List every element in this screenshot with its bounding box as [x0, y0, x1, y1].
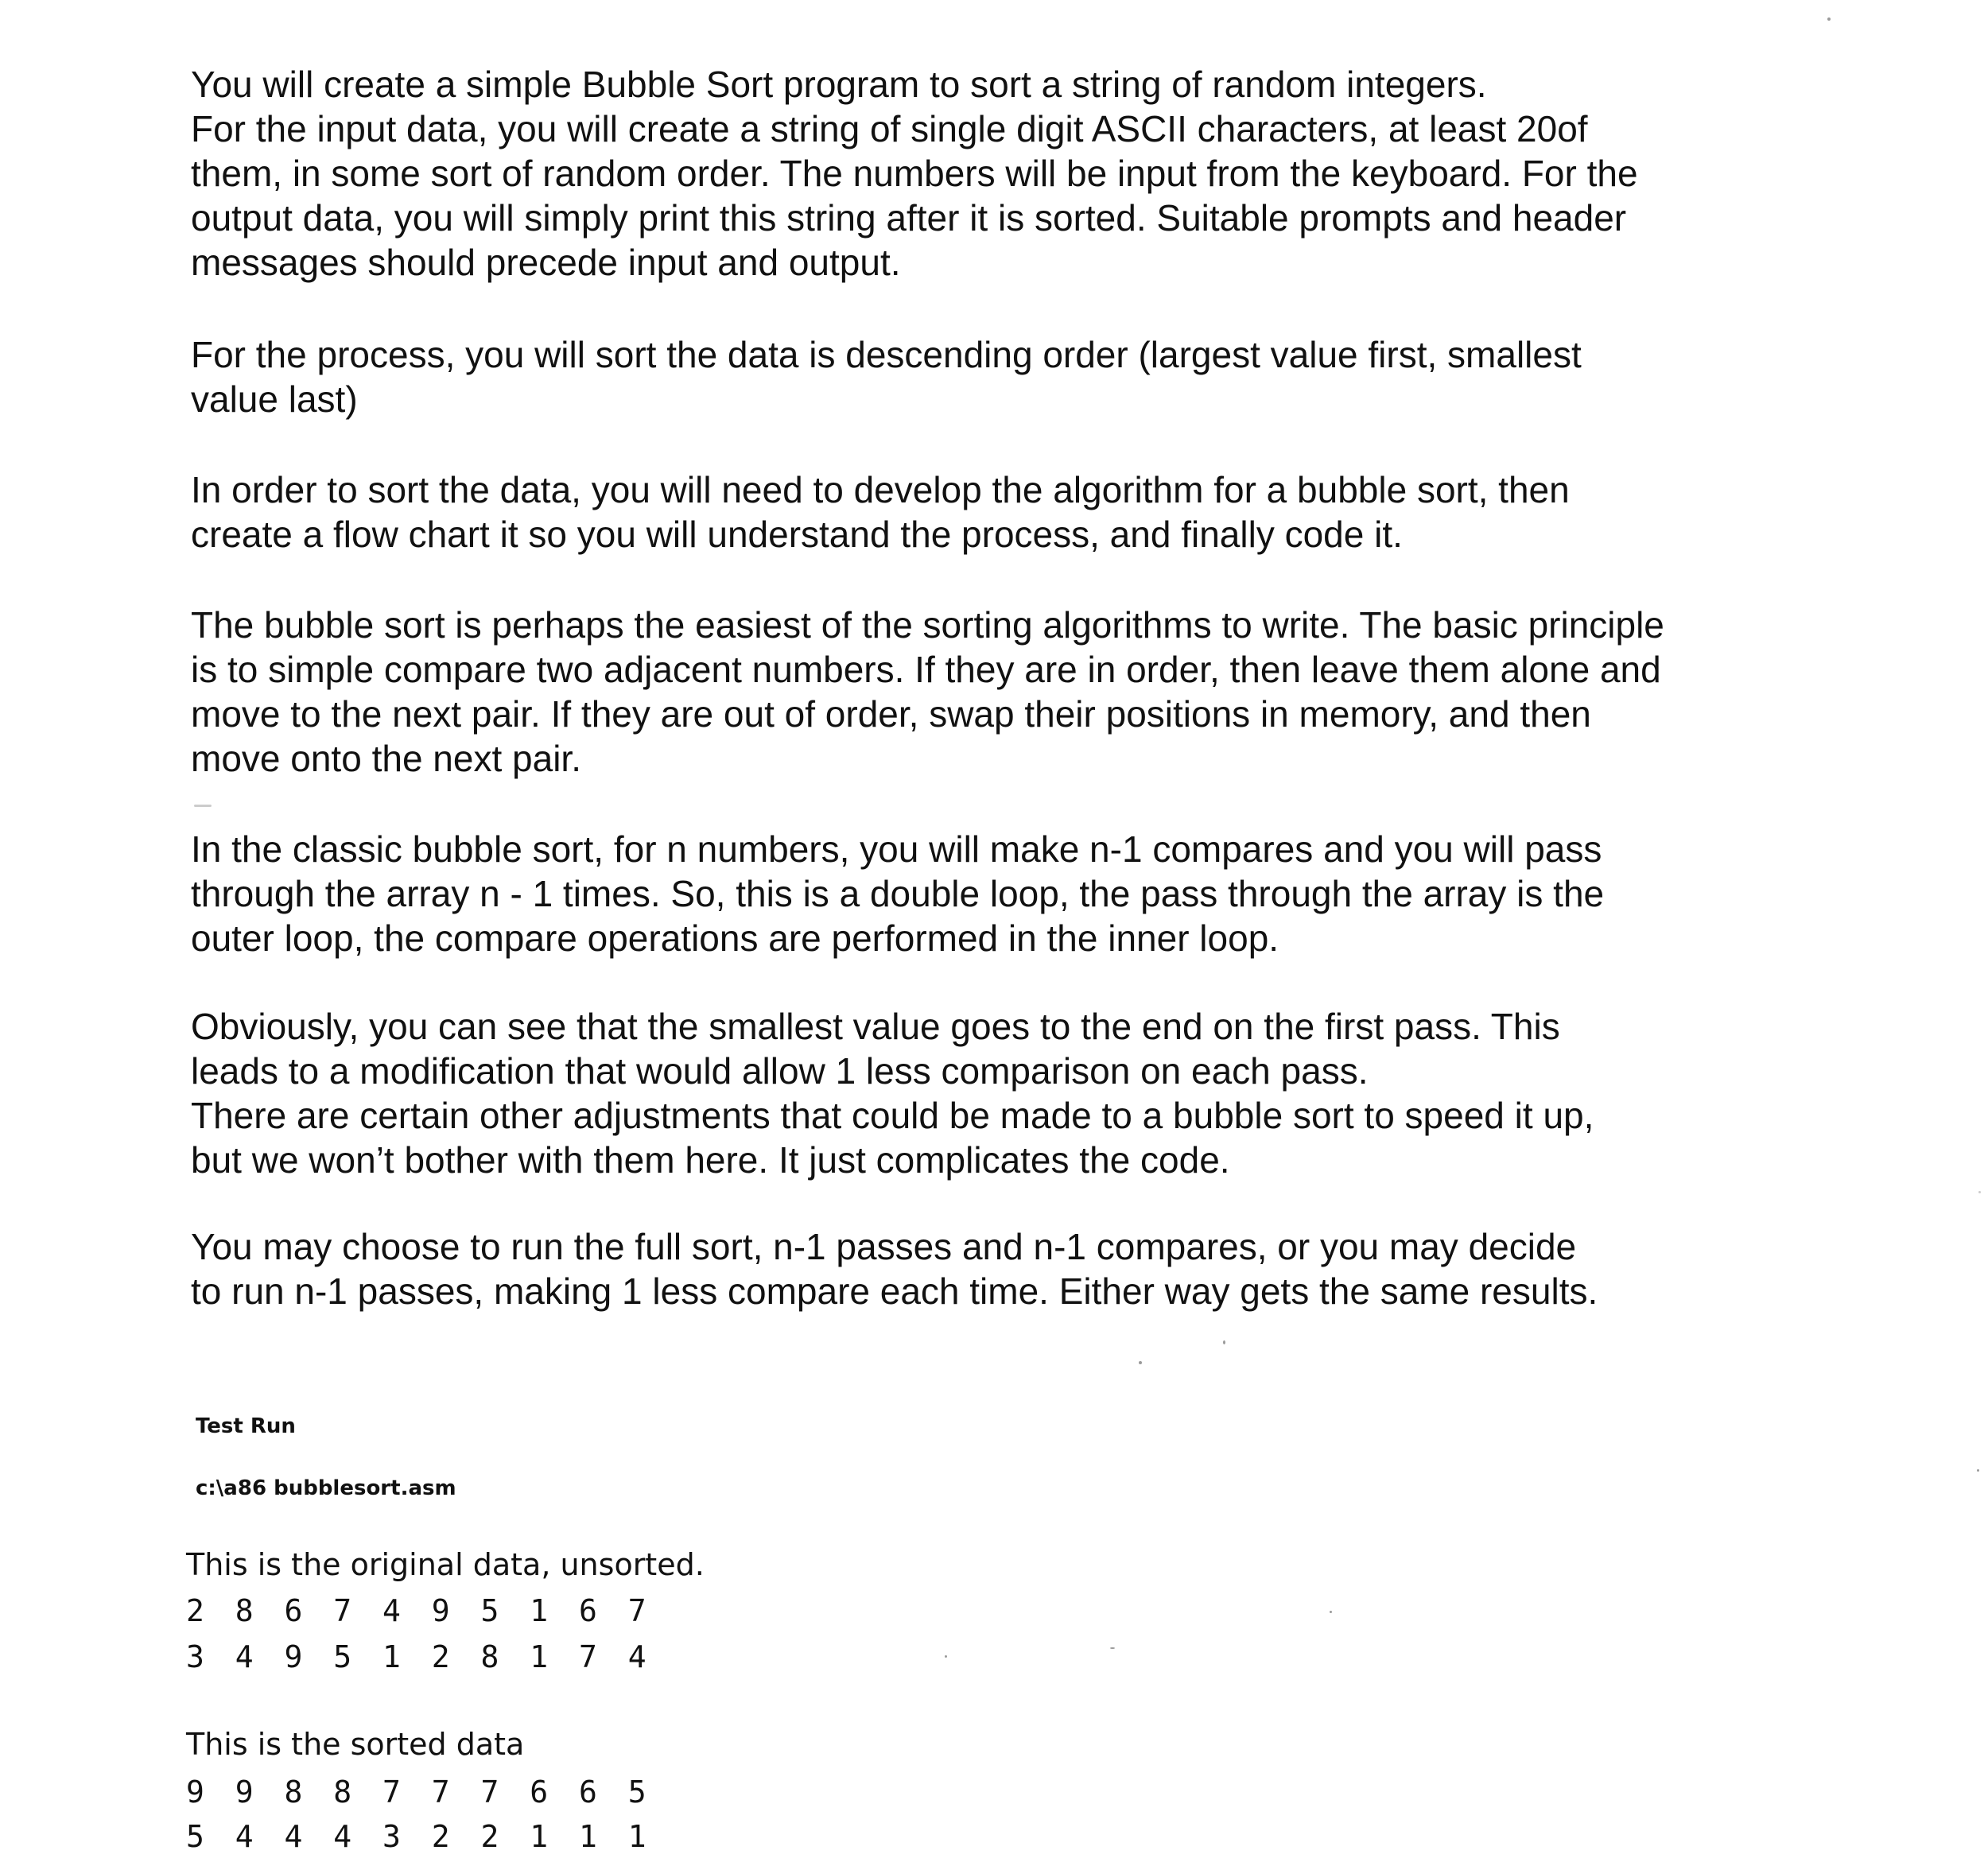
intro-paragraph: You will create a simple Bubble Sort program to sort a string of random integers. For the input data, you will create a string of single digit ASCII characters, at least 20of them, in some sort of random order. The numbers will be input from the keyboard. For the output data, you will simply print this string after it is sorted. Suitable prompts and header messages should precede input and output. [191, 64, 1638, 283]
scan-speck [1977, 1469, 1979, 1472]
test-run-label: Test Run [196, 1414, 296, 1438]
scan-speck [1827, 17, 1831, 21]
bubble-sort-principle-paragraph: The bubble sort is perhaps the easiest of the sorting algorithms to write. The basic principle is to simple compare two adjacent numbers. If they are in order, then leave them alone and move to the next pair. If they are out of order, swap their positions in memory, and then move onto the next pair. [191, 604, 1664, 779]
scan-speck [1223, 1340, 1225, 1344]
sorted-data-heading: This is the sorted data [186, 1727, 525, 1762]
command-line: c:\a86 bubblesort.asm [196, 1476, 456, 1500]
classic-bubble-sort-paragraph: In the classic bubble sort, for n numbers, you will make n-1 compares and you will pass through the array n - 1 times. So, this is a double loop, the pass through the array is the outer loop, the compare operations are performed in the inner loop. [191, 828, 1605, 959]
choice-paragraph: You may choose to run the full sort, n-1 passes and n-1 compares, or you may decide to run n-1 passes, making 1 less compare each time. Either way gets the same results. [191, 1226, 1598, 1312]
original-data-row: 2 8 6 7 4 9 5 1 6 7 [186, 1593, 653, 1628]
original-data-row: 3 4 9 5 1 2 8 1 7 4 [186, 1639, 653, 1674]
scan-speck [1110, 1647, 1115, 1649]
algorithm-paragraph: In order to sort the data, you will need to develop the algorithm for a bubble sort, then create a flow chart it so you will understand the process, and finally code it. [191, 469, 1570, 555]
process-paragraph: For the process, you will sort the data is descending order (largest value first, smallest value last) [191, 334, 1582, 420]
scan-speck [1330, 1611, 1332, 1613]
modification-paragraph: Obviously, you can see that the smallest value goes to the end on the first pass. This leads to a modification that would allow 1 less comparison on each pass. There are certain other adjustments that could be made to a bubble sort to speed it up, but we won’t bother with them here. It just complicates the code. [191, 1006, 1594, 1181]
scan-speck [1139, 1361, 1142, 1364]
sorted-data-row: 5 4 4 4 3 2 2 1 1 1 [186, 1819, 653, 1854]
original-data-heading: This is the original data, unsorted. [186, 1547, 705, 1582]
sorted-data-row: 9 9 8 8 7 7 7 6 6 5 [186, 1775, 653, 1810]
scan-speck [945, 1655, 947, 1658]
scan-speck [194, 805, 212, 807]
scan-speck [1978, 1191, 1981, 1193]
